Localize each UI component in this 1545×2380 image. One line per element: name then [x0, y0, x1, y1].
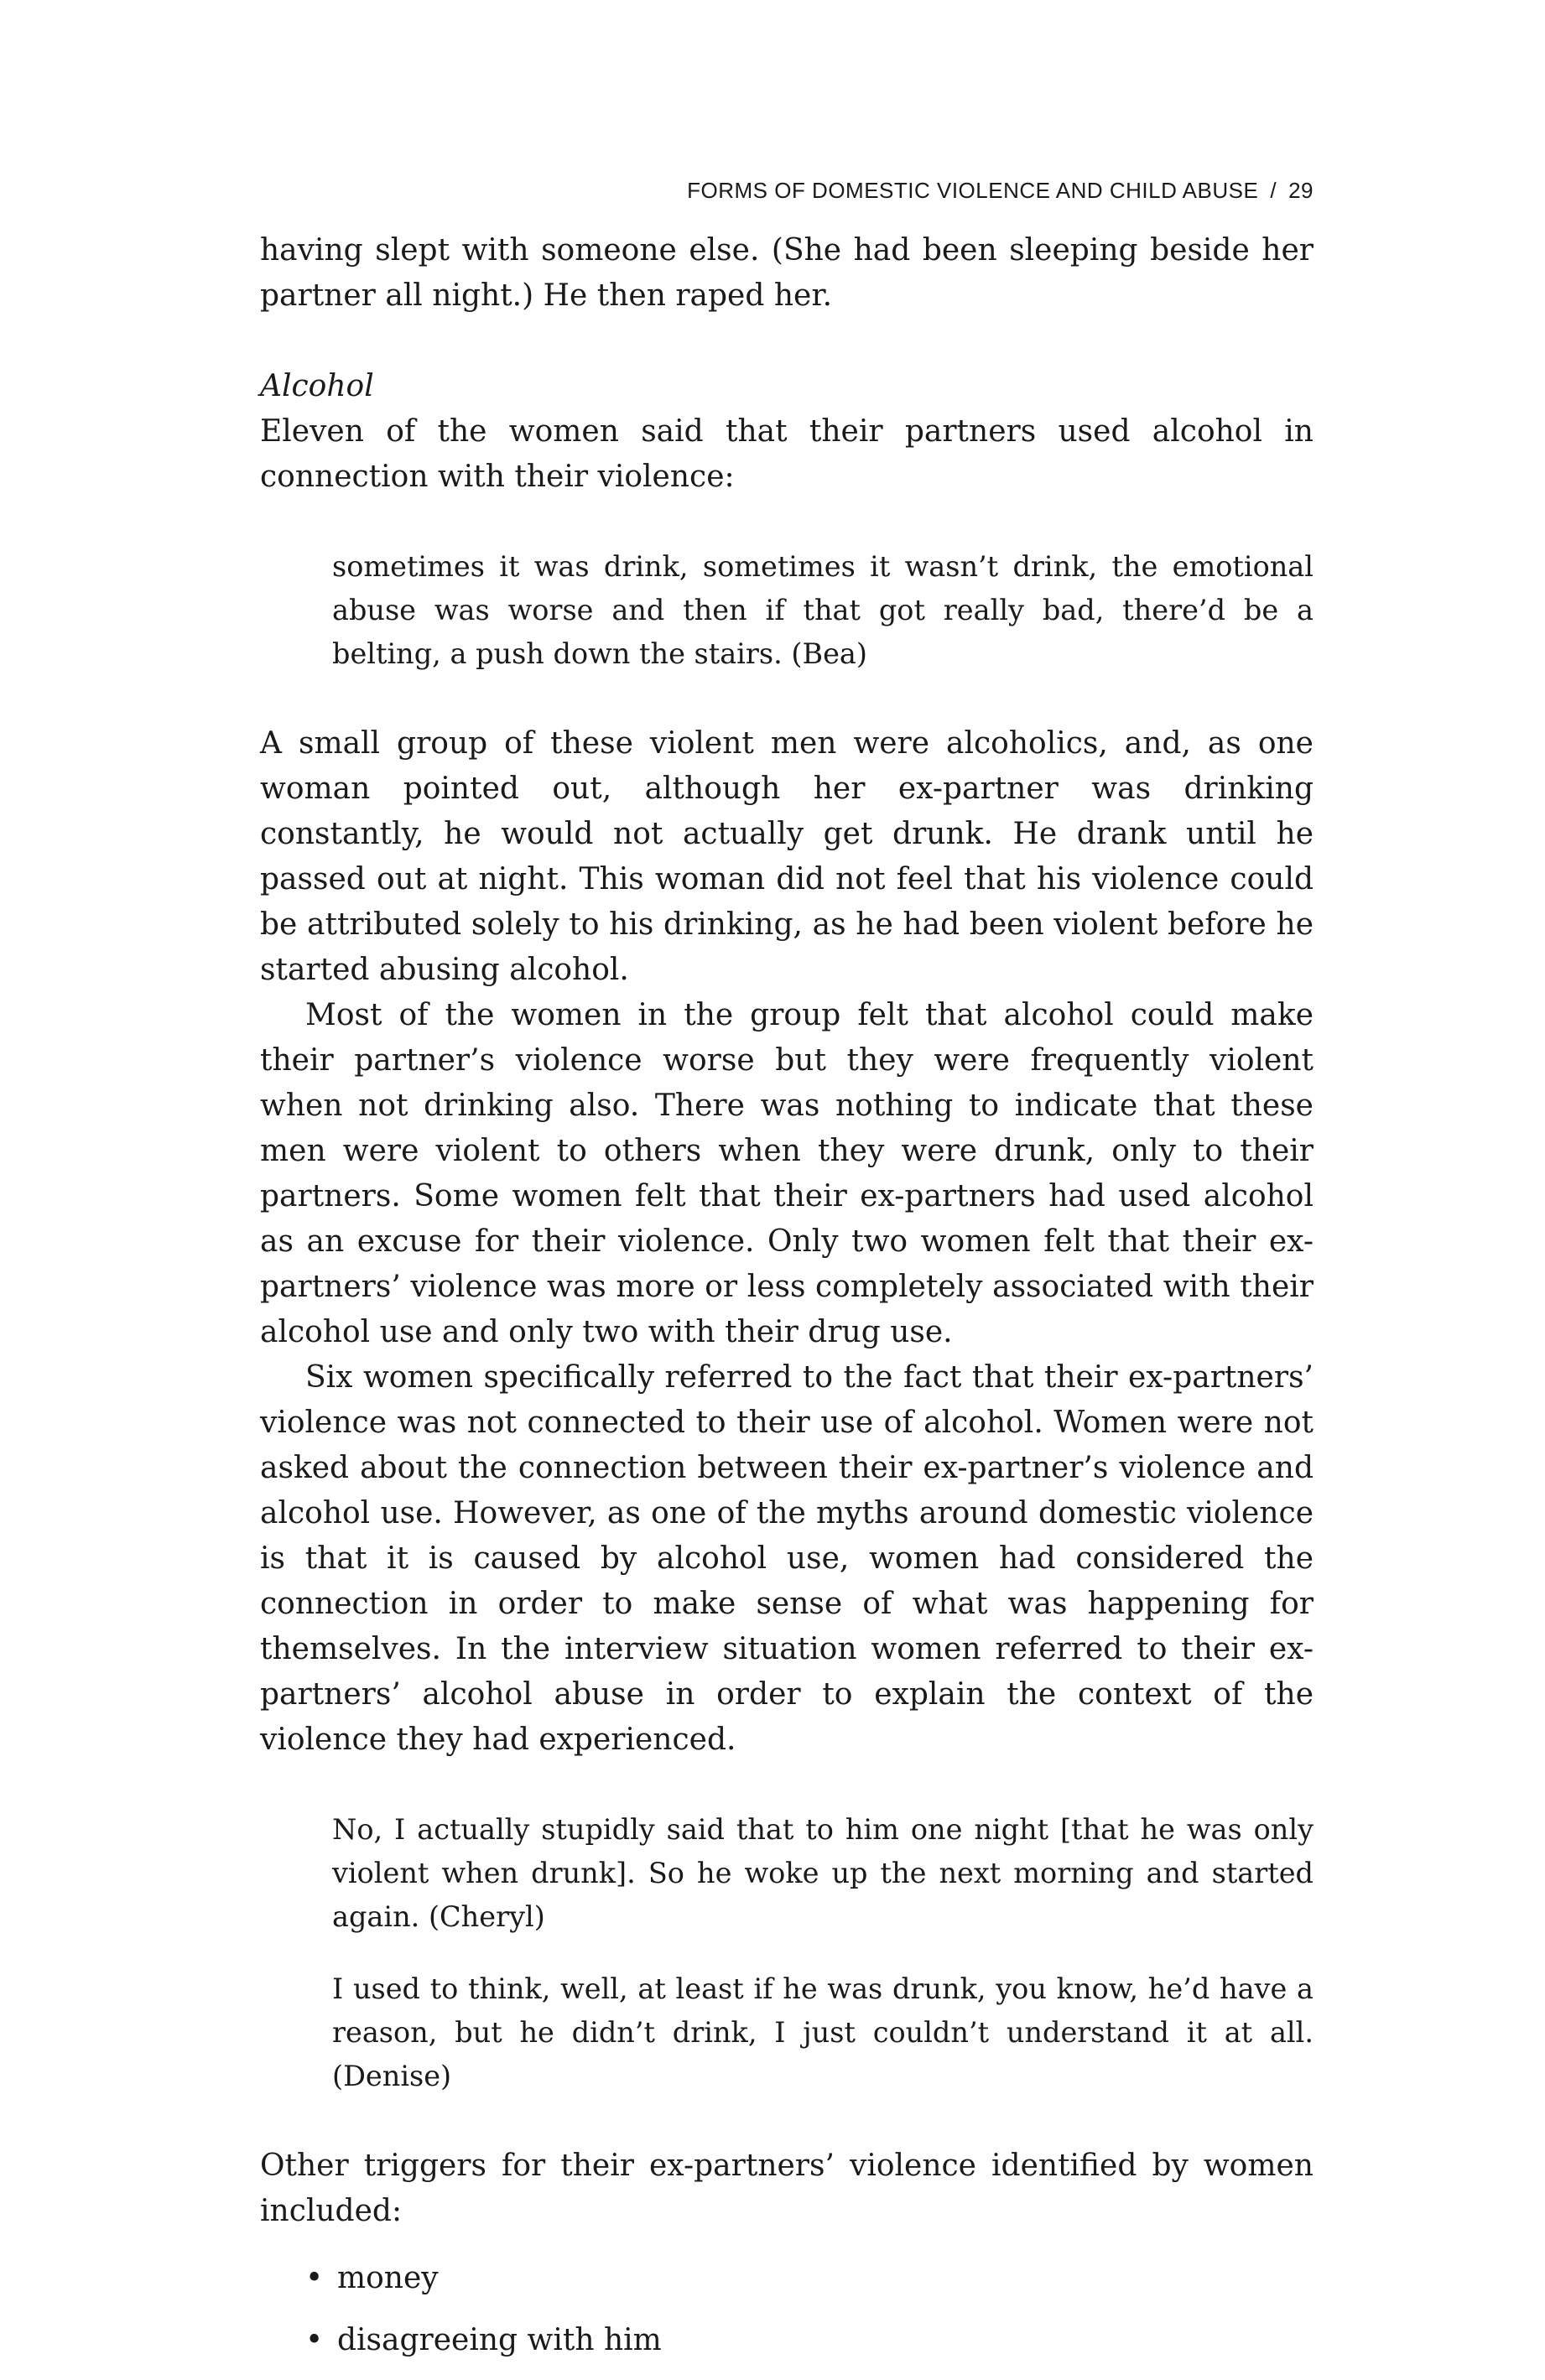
list-item-text: disagreeing with him — [337, 2323, 662, 2357]
quote-denise: I used to think, well, at least if he was drunk, you know, he’d have a reason, but he didn’t drink, I just couldn’t understand it at all. (Denise) — [332, 1972, 1314, 2092]
quote-cheryl: No, I actually stupidly said that to him one night [that he was only violent when drunk]. So he woke up the next morning and started again. (Cheryl) — [332, 1813, 1314, 1933]
page-number: 29 — [1288, 178, 1314, 203]
page-body — [260, 228, 1314, 2380]
list-item-text: money — [337, 2261, 439, 2295]
bullet-icon: • — [305, 2323, 324, 2357]
paragraph-alcoholics: A small group of these violent men were alcoholics, and, as one woman pointed out, although her ex-partner was drinking constantly, he would not actually get drunk. He drank until he passed out at night. This woman did not feel that his violence could be attributed solely to his drinking, as he had been violent before he started abusing alcohol. — [260, 726, 1314, 987]
section-heading: Alcohol — [260, 369, 374, 403]
header-separator: / — [1270, 178, 1277, 203]
running-header — [687, 178, 1314, 204]
paragraph-alcohol-worse: Most of the women in the group felt that alcohol could make their partner’s violence worse but they were frequently violent when not drinking also. There was nothing to indicate that these men were violent to others when they were drunk, only to their partners. Some women felt that their ex-partners had used alcohol as an excuse for their violence. Only two women felt that their ex-partners’ violence was more or less completely associated with their alcohol use and only two with their drug use. — [260, 998, 1314, 1349]
paragraph-alcohol-intro: Eleven of the women said that their partners used alcohol in connection with their violence: — [260, 414, 1314, 494]
list-item — [305, 2318, 1314, 2363]
triggers-list — [260, 2256, 1314, 2363]
running-title: FORMS OF DOMESTIC VIOLENCE AND CHILD ABUSE — [687, 178, 1259, 203]
bullet-icon: • — [305, 2261, 324, 2295]
list-item — [305, 2256, 1314, 2301]
opening-paragraph: having slept with someone else. (She had been sleeping beside her partner all night.) He then raped her. — [260, 233, 1314, 313]
paragraph-other-triggers: Other triggers for their ex-partners’ violence identified by women included: — [260, 2149, 1314, 2228]
quote-bea: sometimes it was drink, sometimes it wasn’t drink, the emotional abuse was worse and then if that got really bad, there’d be a belting, a push down the stairs. (Bea) — [332, 550, 1314, 670]
paragraph-not-connected: Six women specifically referred to the fact that their ex-partners’ violence was not connected to their use of alcohol. Women were not asked about the connection between their ex-partner’s violence and alcohol use. However, as one of the myths around domestic violence is that it is caused by alcohol use, women had considered the connection in order to make sense of what was happening for themselves. In the interview situation women referred to their ex-partners’ alcohol abuse in order to explain the context of the violence they had experienced. — [260, 1360, 1314, 1757]
